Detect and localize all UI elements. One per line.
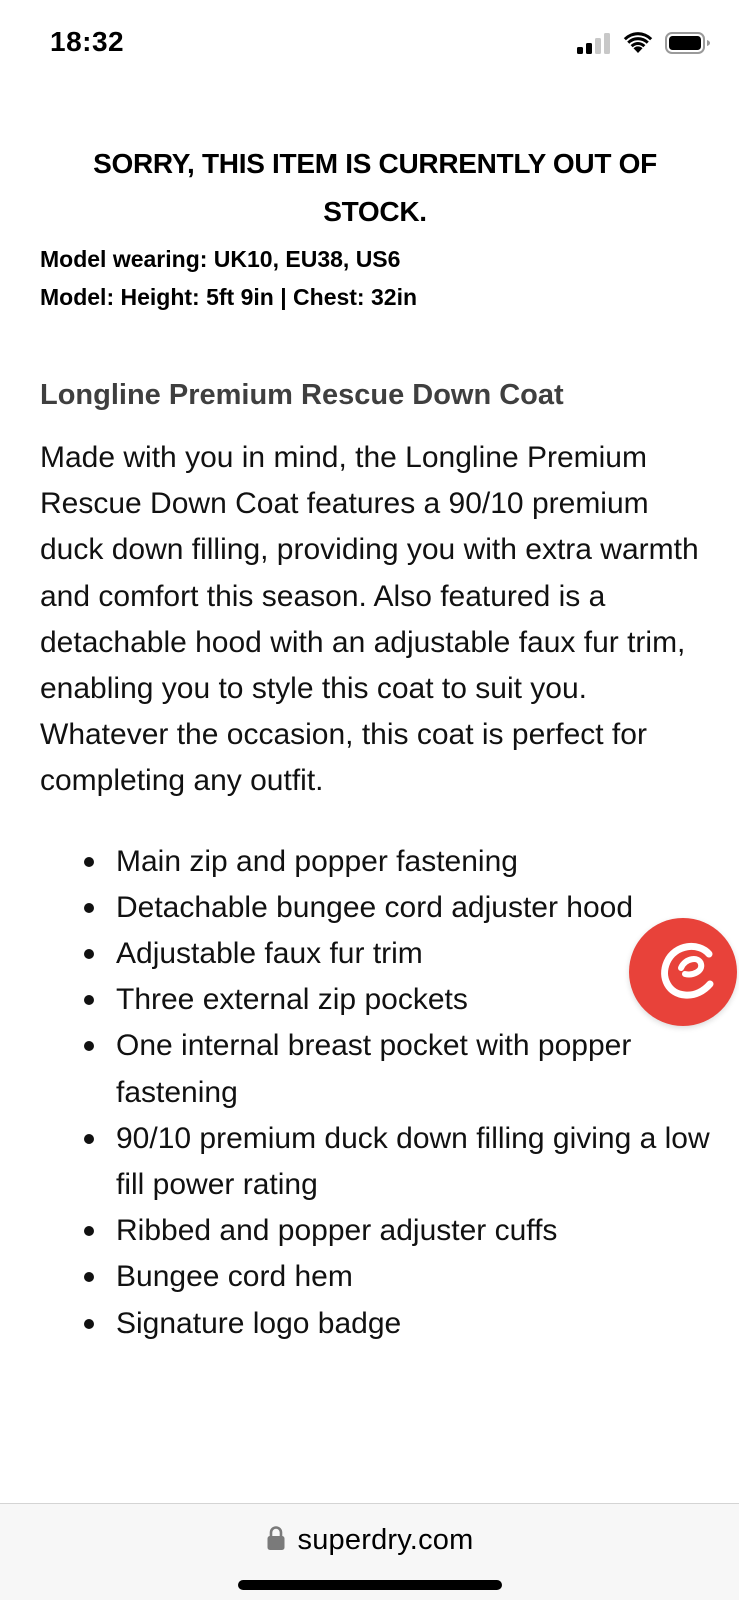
address-field[interactable] [0,1524,739,1557]
feature-item [40,1254,710,1300]
feature-text: Adjustable faux fur trim [116,937,423,971]
out-of-stock-line-1: SORRY, THIS ITEM IS CURRENTLY OUT OF [93,148,657,179]
cellular-signal-icon [577,32,611,59]
feature-item [40,1208,710,1254]
bullet-icon [84,903,94,913]
product-description: Made with you in mind, the Longline Premium Rescue Down Coat features a 90/10 premium duck down filling, providing you with extra warmth and comfort this season. Also featured is a detachable hood with an adjustable faux fur trim, enabling you to style this coat to suit you. Whatever the occasion, this coat is perfect for completing any outfit. [40,441,699,798]
feature-text: One internal breast pocket with popper fastening [116,1029,632,1109]
feature-text: 90/10 premium duck down filling giving a low fill power rating [116,1121,710,1202]
product-details [40,140,710,1347]
model-size-info: Model wearing: UK10, EU38, US6 [40,246,401,272]
feature-item [40,839,710,885]
feature-text: Three external zip pockets [116,983,468,1017]
bullet-icon [84,949,94,959]
bullet-icon [84,995,94,1005]
feature-text: Main zip and popper fastening [116,844,518,878]
bullet-icon [84,1134,94,1144]
bullet-icon [84,1226,94,1236]
lock-icon [266,1525,286,1556]
feature-item [40,885,710,931]
model-measurements: Model: Height: 5ft 9in | Chest: 32in [40,284,418,310]
curly-c-logo-icon [629,1013,737,1030]
product-title: Longline Premium Rescue Down Coat [40,379,564,411]
feature-text: Ribbed and popper adjuster cuffs [116,1214,558,1248]
feature-item [40,931,710,977]
feature-item [40,977,710,1023]
feature-item [40,1301,710,1347]
bullet-icon [84,1319,94,1329]
model-info [40,240,710,316]
wifi-icon [623,32,653,59]
bullet-icon [84,857,94,867]
out-of-stock-notice [40,140,710,236]
feature-item [40,1116,710,1208]
feature-list [40,839,710,1347]
status-time: 18:32 [50,26,125,57]
bullet-icon [84,1041,94,1051]
bullet-icon [84,1272,94,1282]
battery-icon [665,32,711,59]
site-domain: superdry.com [297,1524,474,1556]
out-of-stock-line-2: STOCK. [323,196,427,227]
browser-address-bar[interactable] [0,1503,739,1600]
status-bar [0,0,739,90]
feature-text: Detachable bungee cord adjuster hood [116,890,634,924]
status-icons [577,32,711,59]
feature-text: Signature logo badge [116,1306,402,1340]
feature-item [40,1023,710,1115]
floating-assistant-button[interactable] [629,918,737,1026]
home-indicator[interactable] [238,1580,502,1590]
feature-text: Bungee cord hem [116,1260,353,1294]
